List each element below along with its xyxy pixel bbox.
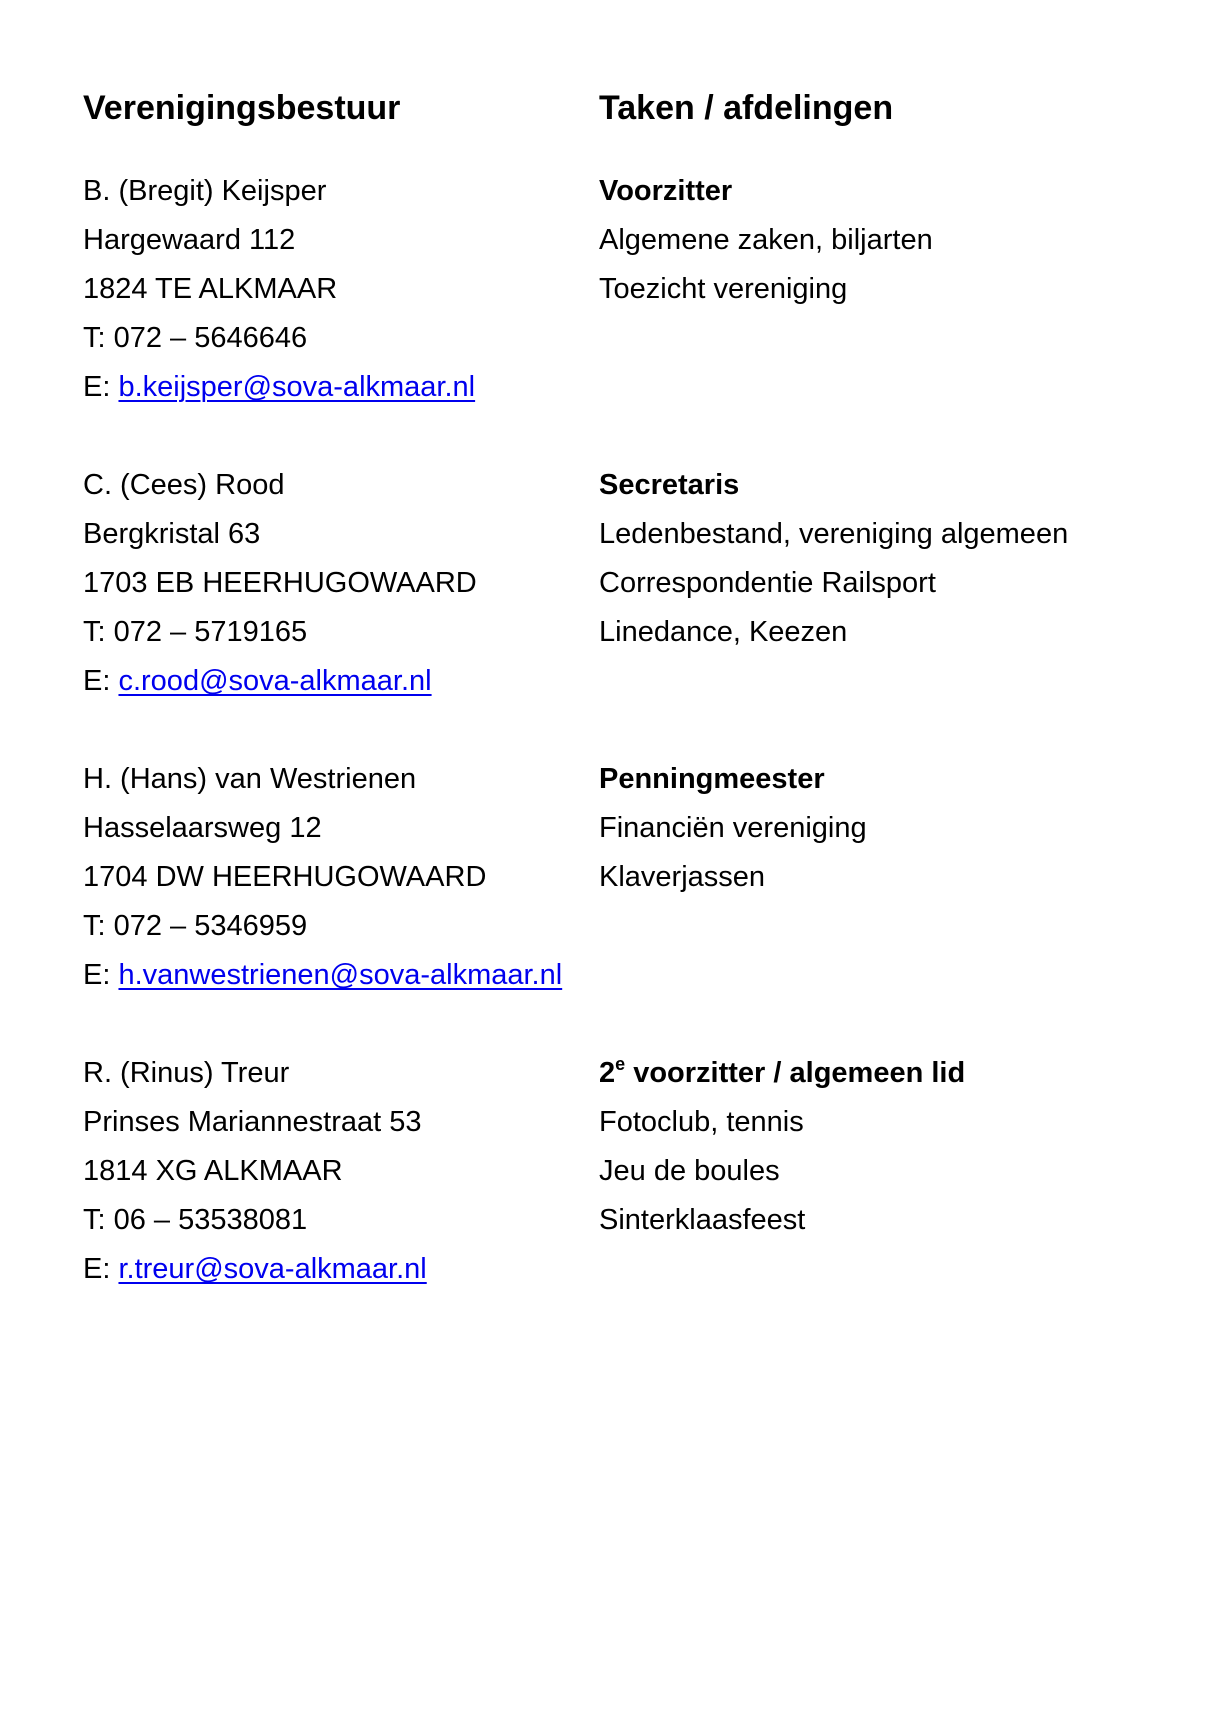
member-street: Hasselaarsweg 12 xyxy=(83,812,322,844)
email-link-treur[interactable]: r.treur@sova-alkmaar.nl xyxy=(118,1253,427,1285)
role-title xyxy=(599,1049,965,1098)
task-item: Jeu de boules xyxy=(599,1155,780,1187)
member-contact-vanwestrienen xyxy=(83,755,562,1000)
heading-board: Verenigingsbestuur xyxy=(83,89,401,127)
email-link-keijsper[interactable]: b.keijsper@sova-alkmaar.nl xyxy=(118,371,476,403)
member-phone: T: 072 – 5719165 xyxy=(83,616,308,648)
member-contact-keijsper xyxy=(83,167,475,412)
task-item: Klaverjassen xyxy=(599,861,766,893)
member-street: Prinses Mariannestraat 53 xyxy=(83,1106,422,1138)
email-link-vanwestrienen[interactable]: h.vanwestrienen@sova-alkmaar.nl xyxy=(118,959,563,991)
role-number: 2 xyxy=(599,1057,616,1089)
member-city: 1703 EB HEERHUGOWAARD xyxy=(83,567,477,599)
member-phone: T: 072 – 5646646 xyxy=(83,322,308,354)
email-prefix: E: xyxy=(83,371,119,403)
member-street: Hargewaard 112 xyxy=(83,224,296,256)
email-link-rood[interactable]: c.rood@sova-alkmaar.nl xyxy=(118,665,432,697)
member-street: Bergkristal 63 xyxy=(83,518,261,550)
task-item: Toezicht vereniging xyxy=(599,273,848,305)
task-item: Fotoclub, tennis xyxy=(599,1106,804,1138)
heading-tasks: Taken / afdelingen xyxy=(599,89,894,127)
email-prefix: E: xyxy=(83,1253,119,1285)
member-tasks-rood xyxy=(599,461,1068,657)
member-tasks-keijsper xyxy=(599,167,933,314)
member-name: C. (Cees) Rood xyxy=(83,469,285,501)
member-phone: T: 072 – 5346959 xyxy=(83,910,308,942)
email-prefix: E: xyxy=(83,959,119,991)
member-phone: T: 06 – 53538081 xyxy=(83,1204,308,1236)
member-email-line xyxy=(83,951,562,1000)
member-name: H. (Hans) van Westrienen xyxy=(83,763,417,795)
member-contact-rood xyxy=(83,461,477,706)
member-city: 1824 TE ALKMAAR xyxy=(83,273,338,305)
role-title: Penningmeester xyxy=(599,763,825,795)
member-name: B. (Bregit) Keijsper xyxy=(83,175,327,207)
member-tasks-vanwestrienen xyxy=(599,755,867,902)
task-item: Correspondentie Railsport xyxy=(599,567,936,599)
member-email-line xyxy=(83,1245,427,1294)
task-item: Algemene zaken, biljarten xyxy=(599,224,933,256)
role-rest: voorzitter / algemeen lid xyxy=(625,1057,966,1089)
member-email-line xyxy=(83,363,475,412)
member-city: 1704 DW HEERHUGOWAARD xyxy=(83,861,487,893)
member-email-line xyxy=(83,657,477,706)
member-name: R. (Rinus) Treur xyxy=(83,1057,290,1089)
task-item: Ledenbestand, vereniging algemeen xyxy=(599,518,1069,550)
role-title: Voorzitter xyxy=(599,175,733,207)
task-item: Linedance, Keezen xyxy=(599,616,848,648)
role-title: Secretaris xyxy=(599,469,740,501)
member-tasks-treur xyxy=(599,1049,965,1245)
member-contact-treur xyxy=(83,1049,427,1294)
task-item: Financiën vereniging xyxy=(599,812,867,844)
role-superscript: e xyxy=(615,1054,626,1074)
email-prefix: E: xyxy=(83,665,119,697)
task-item: Sinterklaasfeest xyxy=(599,1204,806,1236)
member-city: 1814 XG ALKMAAR xyxy=(83,1155,343,1187)
